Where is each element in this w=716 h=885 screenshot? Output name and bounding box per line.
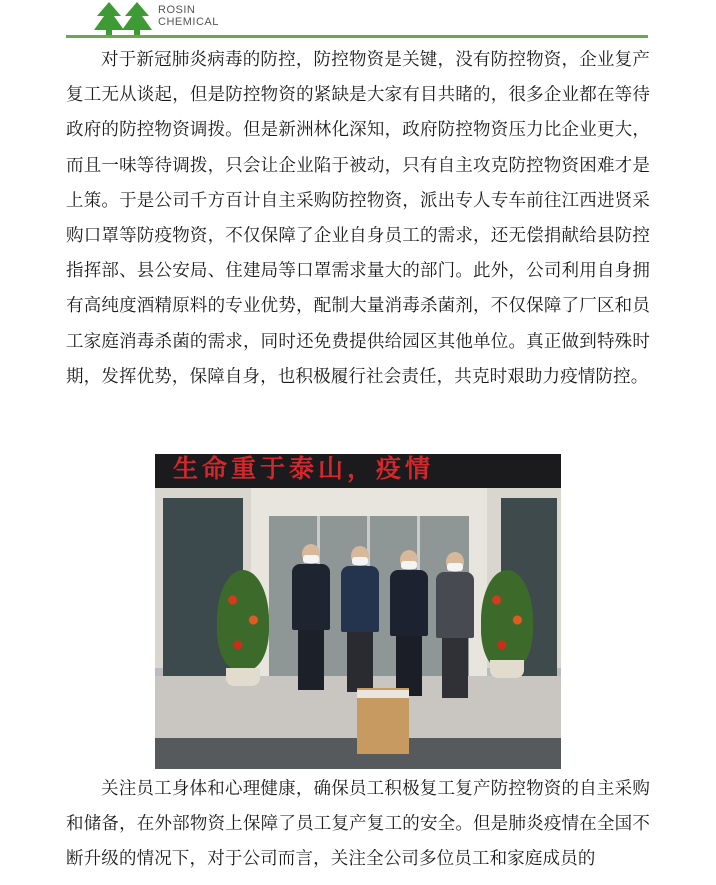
photo-flower-pot-left bbox=[226, 668, 260, 686]
photo-banner: 生命重于泰山，疫情 bbox=[155, 454, 561, 488]
logo-text-line2: CHEMICAL bbox=[158, 16, 219, 28]
body-paragraph-1: 对于新冠肺炎病毒的防控，防控物资是关键，没有防控物资，企业复产复工无从谈起，但是防控物资的紧缺是大家有目共睹的，很多企业都在等待政府的防控物资调拨。但是新洲林化深知，政府防控物资压力比企业更大，而且一味等待调拨，只会让企业陷于被动，只有自主攻克防控物资困难才是上策。于是公司千方百计自主采购防控物资，派出专人专车前往江西进贤采购口罩等防疫物资，不仅保障了企业自身员工的需求，还无偿捐献给县防控指挥部、县公安局、住建局等口罩需求量大的部门。此外，公司利用自身拥有高纯度酒精原料的专业优势，配制大量消毒杀菌剂，不仅保障了厂区和员工家庭消毒杀菌的需求，同时还免费提供给园区其他单位。真正做到特殊时期，发挥优势，保障自身，也积极履行社会责任，共克时艰助力疫情防控。 bbox=[66, 50, 650, 387]
body-paragraph-2: 关注员工身体和心理健康，确保员工积极复工复产防控物资的自主采购和储备，在外部物资上保障了员工复产复工的安全。但是肺炎疫情在全国不断升级的情况下，对于公司而言，关注全公司多位员工和家庭成员的 bbox=[66, 779, 650, 870]
photo-flower-plant-left bbox=[217, 570, 269, 670]
page-header bbox=[0, 0, 716, 40]
photo-flower-plant-right bbox=[481, 570, 533, 670]
photo-flower-pot-right bbox=[490, 660, 524, 678]
photo-supply-box-tape bbox=[357, 690, 409, 698]
logo-wordmark bbox=[158, 4, 219, 28]
logo-text-line1: ROSIN bbox=[158, 4, 196, 16]
photo-donation-ceremony bbox=[155, 454, 561, 769]
header-divider bbox=[66, 35, 648, 38]
company-logo-icon bbox=[93, 0, 155, 36]
